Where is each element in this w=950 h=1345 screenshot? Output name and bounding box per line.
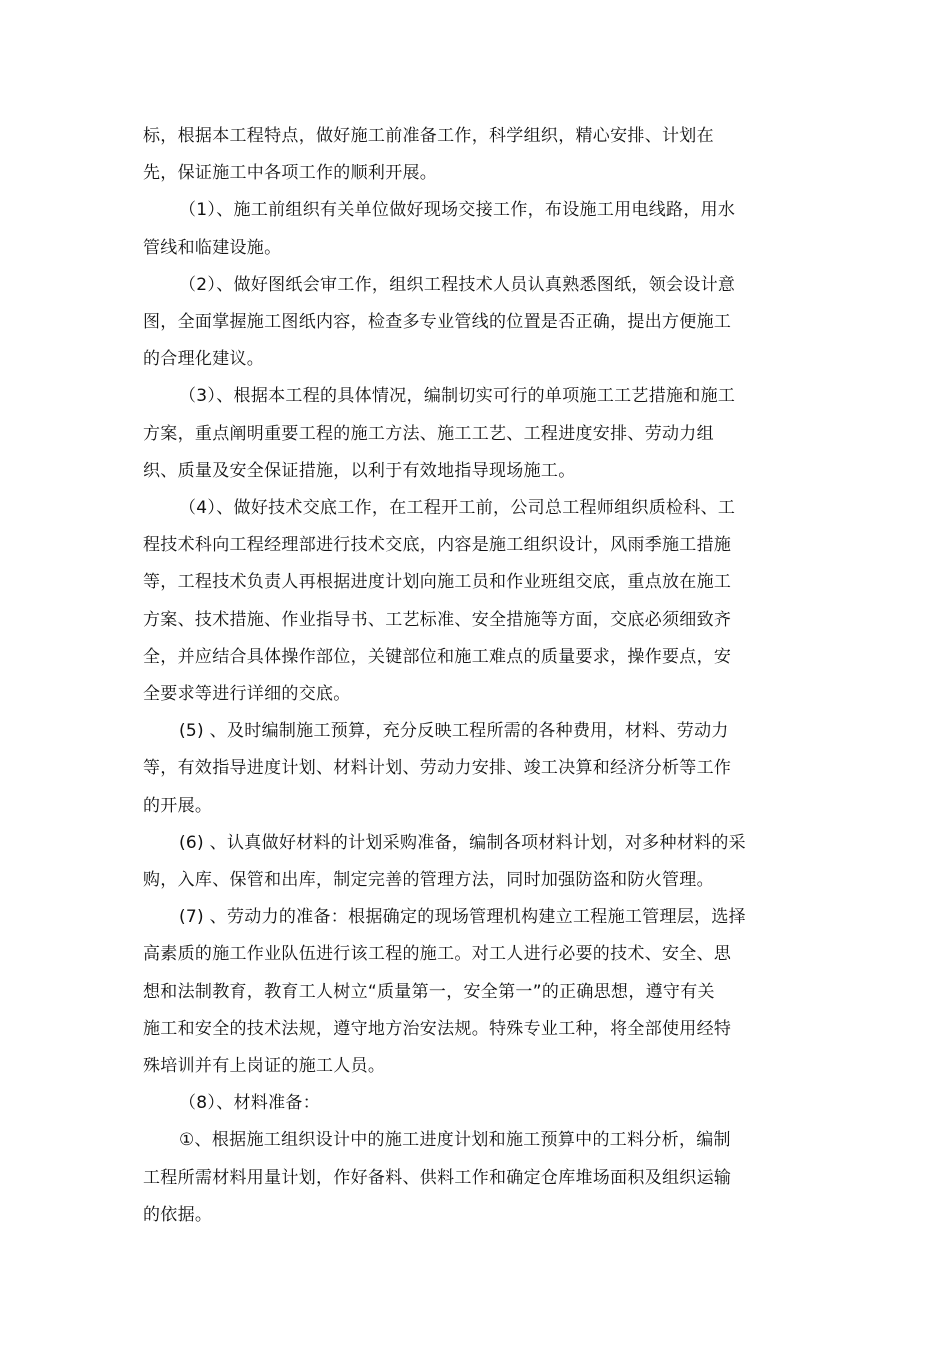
text-line: (5) 、及时编制施工预算，充分反映工程所需的各种费用，材料、劳动力 xyxy=(179,721,729,742)
text-line: （8）、材料准备： xyxy=(179,1093,321,1114)
paragraph-item-8 xyxy=(143,1085,768,1122)
paragraph-item-7 xyxy=(143,899,768,1085)
text-line: 全要求等进行详细的交底。 xyxy=(143,684,351,705)
paragraph-intro xyxy=(143,118,768,192)
text-line: 方案，重点阐明重要工程的施工方法、施工工艺、工程进度安排、劳动力组 xyxy=(143,423,714,444)
text-line: 购，入库、保管和出库，制定完善的管理方法，同时加强防盗和防火管理。 xyxy=(143,870,714,891)
text-line: 程技术科向工程经理部进行技术交底，内容是施工组织设计，风雨季施工措施 xyxy=(143,535,732,556)
text-line: （1）、施工前组织有关单位做好现场交接工作，布设施工用电线路，用水 xyxy=(179,200,736,221)
text-line: 先，保证施工中各项工作的顺利开展。 xyxy=(143,163,438,184)
text-line: 全，并应结合具体操作部位，关键部位和施工难点的质量要求，操作要点，安 xyxy=(143,646,732,667)
text-line: 工程所需材料用量计划，作好备料、供料工作和确定仓库堆场面积及组织运输 xyxy=(143,1167,732,1188)
text-line: 殊培训并有上岗证的施工人员。 xyxy=(143,1056,386,1077)
text-line: (7) 、劳动力的准备：根据确定的现场管理机构建立工程施工管理层，选择 xyxy=(179,907,746,928)
document-body xyxy=(143,118,768,1234)
paragraph-item-3 xyxy=(143,378,768,490)
text-line: 的合理化建议。 xyxy=(143,349,265,370)
text-line: 管线和临建设施。 xyxy=(143,237,282,258)
text-line: （3）、根据本工程的具体情况，编制切实可行的单项施工工艺措施和施工 xyxy=(179,386,736,407)
paragraph-item-4 xyxy=(143,490,768,713)
paragraph-item-5 xyxy=(143,713,768,825)
paragraph-item-1 xyxy=(143,192,768,266)
text-line: (6) 、认真做好材料的计划采购准备，编制各项材料计划，对多种材料的采 xyxy=(179,832,746,853)
text-line: 等，工程技术负责人再根据进度计划向施工员和作业班组交底，重点放在施工 xyxy=(143,572,732,593)
text-line: 等，有效指导进度计划、材料计划、劳动力安排、竣工决算和经济分析等工作 xyxy=(143,758,732,779)
text-line: 施工和安全的技术法规，遵守地方治安法规。特殊专业工种，将全部使用经特 xyxy=(143,1018,732,1039)
text-line: （4）、做好技术交底工作，在工程开工前，公司总工程师组织质检科、工 xyxy=(179,498,736,519)
paragraph-item-6 xyxy=(143,825,768,899)
text-line: （2）、做好图纸会审工作，组织工程技术人员认真熟悉图纸，领会设计意 xyxy=(179,274,736,295)
text-line: 想和法制教育，教育工人树立“质量第一，安全第一”的正确思想，遵守有关 xyxy=(143,981,715,1002)
text-line: 的开展。 xyxy=(143,795,213,816)
text-line: 标，根据本工程特点，做好施工前准备工作，科学组织，精心安排、计划在 xyxy=(143,126,714,146)
text-line: 的依据。 xyxy=(143,1204,213,1225)
text-line: 方案、技术措施、作业指导书、工艺标准、安全措施等方面，交底必须细致齐 xyxy=(143,609,732,630)
text-line: ①、根据施工组织设计中的施工进度计划和施工预算中的工料分析，编制 xyxy=(179,1130,731,1151)
text-line: 图，全面掌握施工图纸内容，检查多专业管线的位置是否正确，提出方便施工 xyxy=(143,312,732,333)
paragraph-item-8-1 xyxy=(143,1122,768,1234)
text-line: 织、质量及安全保证措施，以利于有效地指导现场施工。 xyxy=(143,460,576,481)
paragraph-item-2 xyxy=(143,267,768,379)
text-line: 高素质的施工作业队伍进行该工程的施工。对工人进行必要的技术、安全、思 xyxy=(143,944,732,965)
